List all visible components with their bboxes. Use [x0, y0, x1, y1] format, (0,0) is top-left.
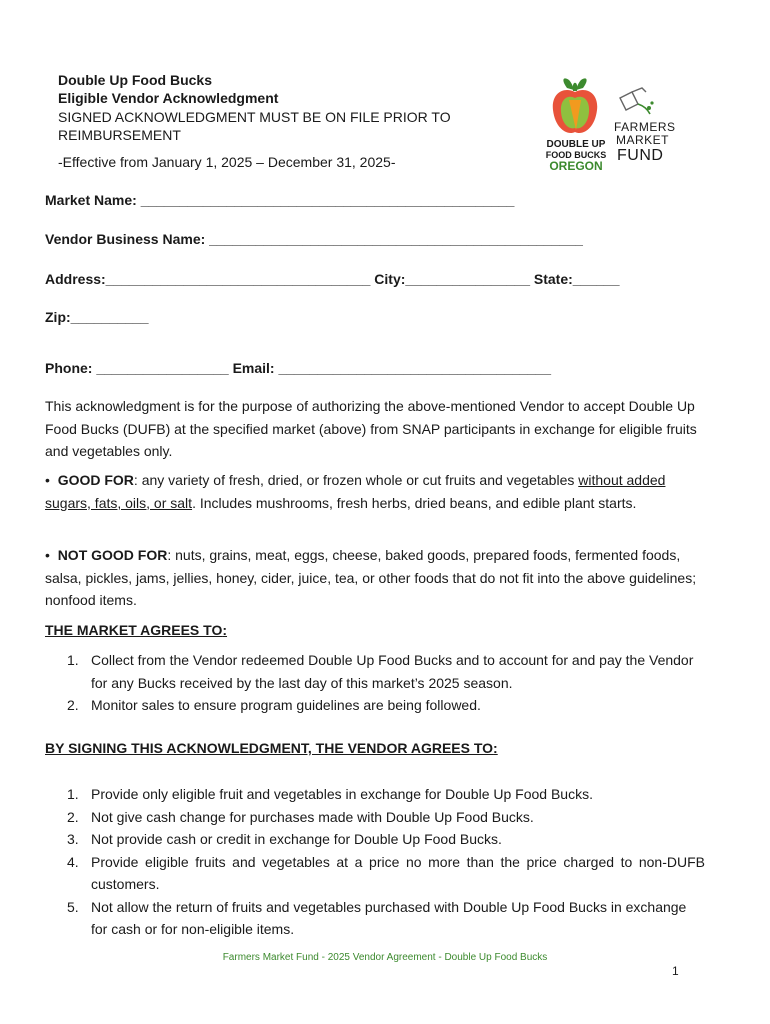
vendor-agrees-heading-text: BY SIGNING THIS ACKNOWLEDGMENT, THE VENDOR AGREES TO: [45, 740, 494, 756]
phone-email-field[interactable]: Phone: _________________ Email: ___________________________________: [45, 360, 552, 376]
zip-field[interactable]: Zip:__________: [45, 309, 149, 325]
market-agrees-heading-text: THE MARKET AGREES TO: [45, 622, 223, 638]
vendor-agrees-list: [45, 783, 705, 941]
notice-line-2: REIMBURSEMENT: [58, 127, 181, 143]
address-city-state-field[interactable]: Address:__________________________________ City:________________ State:______: [45, 271, 620, 287]
document-title: Double Up Food Bucks: [58, 72, 212, 88]
good-for-paragraph: [45, 469, 715, 514]
list-item: [45, 694, 705, 717]
heading-colon: :: [222, 622, 228, 638]
list-number: 1.: [67, 786, 79, 802]
document-subtitle: Eligible Vendor Acknowledgment: [58, 90, 279, 106]
list-item-text: Not give cash change for purchases made with Double Up Food Bucks.: [91, 808, 534, 825]
market-agrees-heading: [45, 622, 227, 638]
logo-text-fund: FUND: [617, 147, 664, 164]
list-number: 1.: [67, 652, 79, 668]
list-item: [45, 783, 705, 806]
list-item-text: Not allow the return of fruits and vegetables purchased with Double Up Food Bucks in exchange for cash or for non-eligible items.: [91, 898, 687, 937]
good-for-label: GOOD FOR: [57, 472, 134, 488]
effective-dates: -Effective from January 1, 2025 – December 31, 2025-: [58, 154, 396, 170]
vendor-business-name-field[interactable]: Vendor Business Name: ________________________________________________: [45, 231, 583, 247]
market-agrees-list: [45, 649, 705, 717]
dufb-oregon-logo: [543, 74, 609, 174]
heading-colon: :: [493, 740, 498, 756]
list-item-text: Provide only eligible fruit and vegetables in exchange for Double Up Food Bucks.: [91, 786, 593, 802]
notice-line-1: SIGNED ACKNOWLEDGMENT MUST BE ON FILE PRIOR TO: [58, 109, 451, 125]
list-item: [45, 649, 705, 694]
list-number: 3.: [67, 831, 79, 847]
logo-text-farmers: FARMERS: [614, 120, 676, 134]
watering-can-icon: [616, 84, 656, 118]
logo-text-oregon: OREGON: [549, 159, 603, 173]
not-good-for-label: NOT GOOD FOR: [57, 547, 168, 563]
logo-text-double-up: DOUBLE UP: [546, 139, 606, 150]
farmers-market-fund-logo: [614, 84, 680, 170]
not-good-for-text: : nuts, grains, meat, eggs, cheese, baked goods, prepared foods, fermented foods, salsa, pickles, jams, jellies, honey, cider, juice, tea, or other foods that do not fit into the above guidelines; nonfood items.: [45, 547, 697, 608]
list-item: [45, 806, 705, 829]
list-item: [45, 828, 705, 851]
good-for-text-b: . Includes mushrooms, fresh herbs, dried beans, and edible plant starts.: [192, 494, 637, 511]
not-good-for-paragraph: [45, 544, 715, 612]
vendor-agrees-heading: [45, 740, 498, 756]
list-item-text: Monitor sales to ensure program guidelines are being followed.: [91, 697, 481, 713]
bullet: •: [45, 472, 50, 488]
list-item-text: Provide eligible fruits and vegetables at a price no more than the price charged to non-DUFB customers.: [91, 853, 705, 892]
good-for-text-a: : any variety of fresh, dried, or frozen whole or cut fruits and vegetables: [133, 472, 579, 488]
carrot-apple-icon: [543, 74, 609, 140]
list-number: 2.: [67, 697, 79, 713]
list-item-text: Not provide cash or credit in exchange for Double Up Food Bucks.: [91, 831, 502, 847]
intro-paragraph: This acknowledgment is for the purpose of authorizing the above-mentioned Vendor to accept Double Up Food Bucks (DUFB) at the specified market (above) from SNAP participants in exchange for eligible fruits and vegetables only.: [45, 398, 697, 459]
bullet: •: [45, 547, 50, 563]
list-number: 5.: [67, 898, 79, 915]
page-number: 1: [672, 964, 679, 978]
list-number: 2.: [67, 808, 79, 825]
logo-text-market: MARKET: [616, 133, 670, 147]
good-for-underlined: without added sugars, fats, oils, or salt: [45, 472, 666, 511]
logo-text-food-bucks: FOOD BUCKS: [545, 150, 607, 160]
footer-text: Farmers Market Fund - 2025 Vendor Agreement - Double Up Food Bucks: [222, 952, 548, 963]
list-item: [45, 896, 705, 941]
list-number: 4.: [67, 853, 79, 870]
market-name-field[interactable]: Market Name: ________________________________________________: [45, 192, 515, 208]
list-item: [45, 851, 705, 896]
list-item-text: Collect from the Vendor redeemed Double Up Food Bucks and to account for and pay the Vendor for any Bucks received by the last day of this market’s 2025 season.: [91, 652, 694, 691]
